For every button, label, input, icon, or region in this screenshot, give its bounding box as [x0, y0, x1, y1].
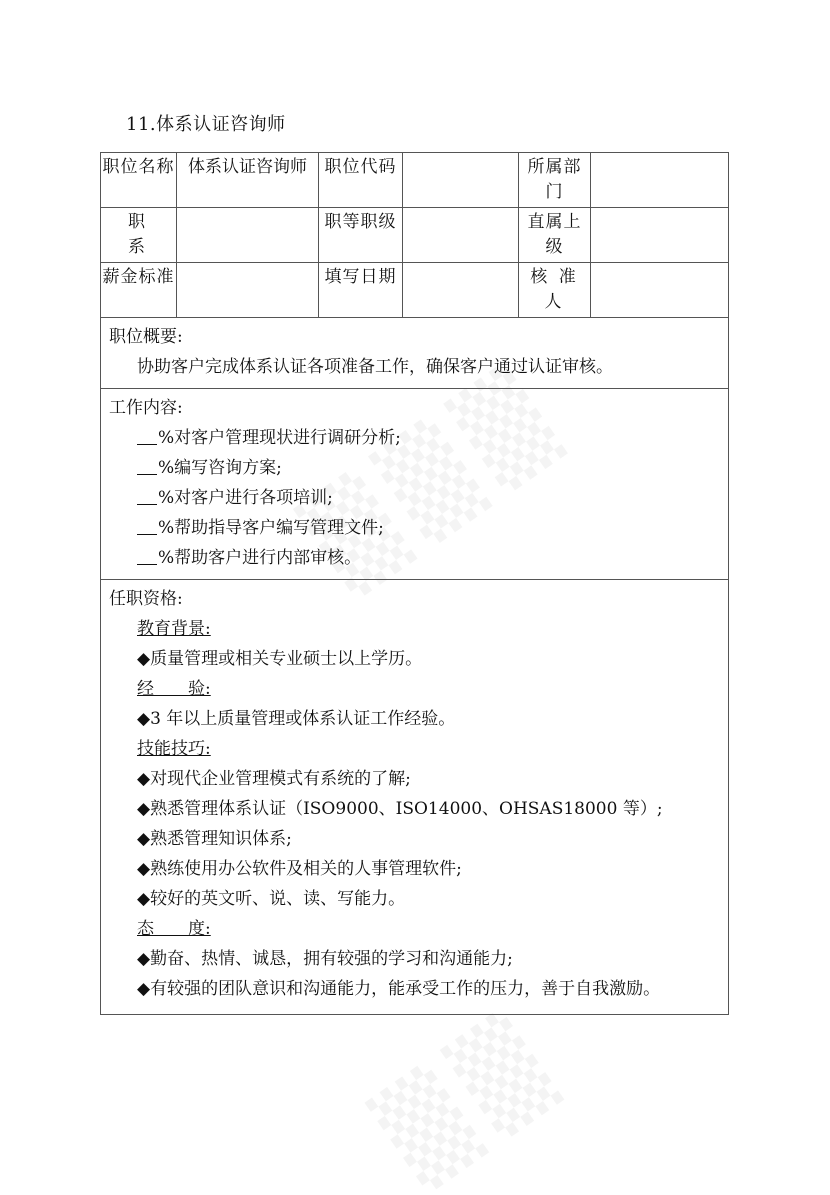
- skill-item: ◆熟悉管理知识体系;: [137, 829, 292, 849]
- duties-row: [101, 389, 729, 580]
- attitude-item: ◆勤奋、热情、诚恳，拥有较强的学习和沟通能力;: [137, 949, 513, 969]
- watermark: [364, 997, 579, 1194]
- duty-item: %对客户管理现状进行调研分析;: [109, 423, 722, 453]
- qualifications-heading: 任职资格:: [109, 589, 183, 609]
- skill-item: ◆对现代企业管理模式有系统的了解;: [137, 769, 411, 789]
- duty-item: %帮助指导客户编写管理文件;: [109, 513, 722, 543]
- skill-item: ◆熟练使用办公软件及相关的人事管理软件;: [137, 859, 462, 879]
- experience-label: 经 验:: [137, 679, 211, 699]
- attitude-label: 态 度:: [137, 919, 211, 939]
- supervisor-value: [591, 208, 729, 263]
- position-name-label: 职位名称: [101, 153, 177, 208]
- header-row: [101, 208, 729, 263]
- duty-item: %对客户进行各项培训;: [109, 483, 722, 513]
- grade-label: 职等职级: [319, 208, 403, 263]
- attitude-item: ◆有较强的团队意识和沟通能力，能承受工作的压力，善于自我激励。: [137, 979, 661, 999]
- position-code-label: 职位代码: [319, 153, 403, 208]
- approver-value: [591, 263, 729, 318]
- fill-date-value: [403, 263, 519, 318]
- skills-label: 技能技巧:: [137, 739, 211, 759]
- job-family-value: [177, 208, 319, 263]
- duty-item: %编写咨询方案;: [109, 453, 722, 483]
- job-family-label: 职 系: [101, 208, 177, 263]
- skill-item: ◆较好的英文听、说、读、写能力。: [137, 889, 406, 909]
- supervisor-label: 直属上级: [519, 208, 591, 263]
- position-name-value: 体系认证咨询师: [177, 153, 319, 208]
- duties-heading: 工作内容:: [109, 398, 183, 418]
- grade-value: [403, 208, 519, 263]
- duty-item: %帮助客户进行内部审核。: [109, 543, 722, 573]
- overview-heading: 职位概要:: [109, 327, 183, 347]
- experience-item: ◆3 年以上质量管理或体系认证工作经验。: [137, 709, 456, 729]
- overview-section: [101, 318, 729, 389]
- department-value: [591, 153, 729, 208]
- salary-label: 薪金标准: [101, 263, 177, 318]
- approver-label: 核 准 人: [519, 263, 591, 318]
- duties-section: [101, 389, 729, 580]
- salary-value: [177, 263, 319, 318]
- fill-date-label: 填写日期: [319, 263, 403, 318]
- qualifications-section: [101, 580, 729, 1015]
- job-description-table: [100, 152, 729, 1015]
- header-row: [101, 153, 729, 208]
- overview-text: 协助客户完成体系认证各项准备工作，确保客户通过认证审核。: [137, 357, 613, 377]
- education-label: 教育背景:: [137, 619, 211, 639]
- department-label: 所属部门: [519, 153, 591, 208]
- qualifications-row: [101, 580, 729, 1015]
- document-title: 11.体系认证咨询师: [126, 114, 286, 135]
- header-row: [101, 263, 729, 318]
- position-code-value: [403, 153, 519, 208]
- overview-row: [101, 318, 729, 389]
- education-item: ◆质量管理或相关专业硕士以上学历。: [137, 649, 423, 669]
- skill-item: ◆熟悉管理体系认证（ISO9000、ISO14000、OHSAS18000 等）;: [137, 799, 663, 819]
